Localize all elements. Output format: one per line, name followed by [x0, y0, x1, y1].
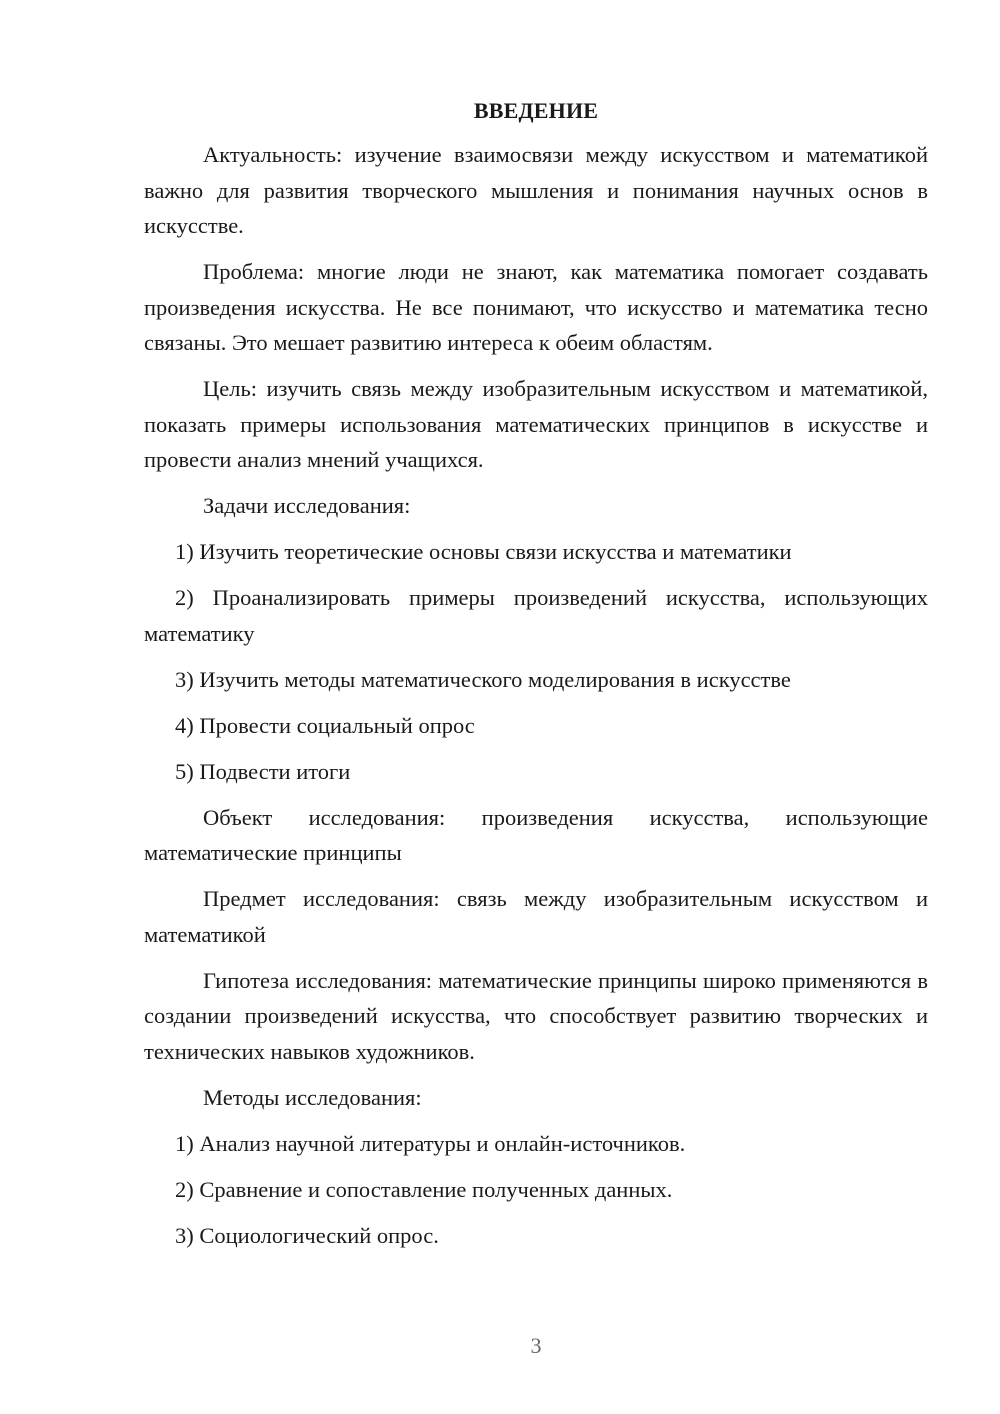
tasks-heading: Задачи исследования: — [203, 493, 411, 518]
methods-list — [144, 1126, 928, 1254]
paragraph-relevance: Актуальность: изучение взаимосвязи между искусством и математикой важно для развития творческого мышления и понимания научных основ в искусстве. — [144, 142, 928, 238]
methods-heading: Методы исследования: — [203, 1084, 422, 1110]
paragraph-object: Объект исследования: произведения искусства, использующие математические принципы — [144, 804, 928, 865]
page-number: 3 — [530, 1333, 542, 1358]
list-item: 3) Социологический опрос. — [175, 1222, 439, 1248]
tasks-list — [144, 534, 928, 789]
list-item: 1) Изучить теоретические основы связи искусства и математики — [175, 539, 792, 564]
paragraph-hypothesis: Гипотеза исследования: математические принципы широко применяются в создании произведений искусства, что способствует развитию творческих и технических навыков художников. — [144, 967, 928, 1064]
section-title: ВВЕДЕНИЕ — [473, 98, 599, 123]
list-item: 4) Провести социальный опрос — [175, 712, 475, 738]
paragraph-subject: Предмет исследования: связь между изобразительным искусством и математикой — [144, 886, 928, 947]
list-item: 2) Сравнение и сопоставление полученных данных. — [175, 1176, 673, 1202]
list-item: 3) Изучить методы математического моделирования в искусстве — [175, 666, 791, 692]
document-page — [144, 96, 928, 1264]
paragraph-problem: Проблема: многие люди не знают, как математика помогает создавать произведения искусства. Не все понимают, что искусство и математика тесно связаны. Это мешает развитию интереса к обеим областям. — [144, 259, 928, 355]
list-item: 1) Анализ научной литературы и онлайн-источников. — [175, 1130, 686, 1156]
list-item: 2) Проанализировать примеры произведений искусства, использующих математику — [144, 585, 928, 646]
list-item: 5) Подвести итоги — [175, 758, 351, 784]
paragraph-goal: Цель: изучить связь между изобразительным искусством и математикой, показать примеры использования математических принципов в искусстве и провести анализ мнений учащихся. — [144, 376, 928, 472]
